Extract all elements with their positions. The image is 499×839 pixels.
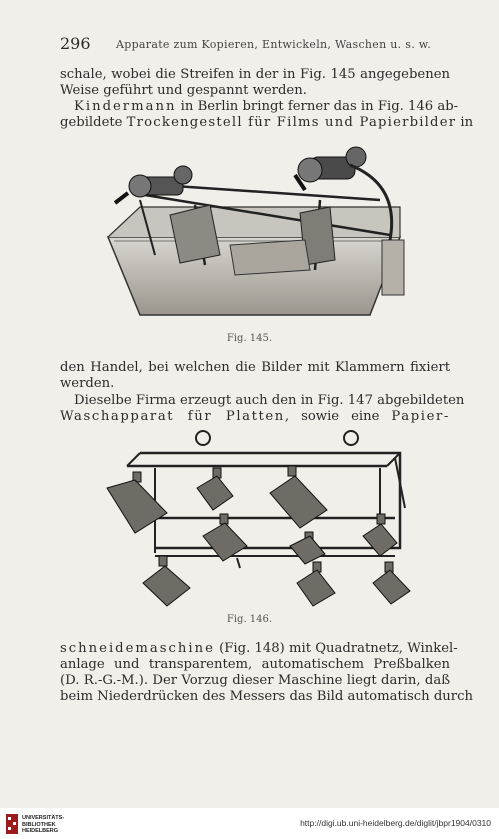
text-line-10: anlage und transparentem, automatischem Preßbalken [60, 657, 450, 672]
text-line-8 [60, 409, 450, 425]
text-line-1: schale, wobei die Streifen in der in Fig. 145 angegebenen [60, 67, 450, 82]
text-line-3 [60, 99, 459, 115]
text-line-12: beim Niederdrücken des Messers das Bild automatisch durch [60, 689, 473, 704]
term-papier: Papier- [391, 409, 450, 424]
term-trockengestell: Trockengestell für Films und Papierbilder [126, 115, 457, 130]
term-waschapparat: Waschapparat für Platten [60, 409, 285, 424]
page-header [60, 36, 440, 52]
text-line-9-rest: (Fig. 148) mit Quadratnetz, Winkel- [214, 641, 458, 656]
running-title: Apparate zum Kopieren, Entwickeln, Waschen u. s. w. [116, 38, 432, 51]
library-name [22, 815, 64, 835]
source-url-link[interactable]: http://digi.ub.uni-heidelberg.de/diglit/jbpr1904/0310 [300, 818, 491, 828]
library-name-line-3: HEIDELBERG [22, 828, 59, 834]
text-line-6: werden. [60, 376, 115, 391]
library-name-line-2: BIBLIOTHEK [22, 821, 56, 828]
library-name-line-1: UNIVERSITÄTS- [22, 815, 65, 821]
footer-bar [0, 808, 499, 839]
figure-146-washing-apparatus [95, 428, 415, 613]
figure-146-caption: Fig. 146. [226, 614, 273, 625]
text-line-4-start: gebildete [60, 115, 127, 130]
university-library-logo-icon [6, 814, 18, 834]
text-line-11: (D. R.-G.-M.). Der Vorzug dieser Maschine liegt darin, daß [60, 673, 450, 688]
name-kindermann: Kindermann [74, 99, 177, 114]
text-line-7: Dieselbe Firma erzeugt auch den in Fig. 147 abgebildeten [74, 393, 465, 408]
term-schneidemaschine: schneidemaschine [60, 641, 215, 656]
text-line-2: Weise geführt und gespannt werden. [60, 83, 307, 98]
text-line-5: den Handel, bei welchen die Bilder mit Klammern fixiert [60, 360, 450, 375]
text-line-4 [60, 115, 474, 131]
figure-145-drying-rack [100, 145, 420, 330]
text-line-4-end: in [456, 115, 474, 130]
text-line-8-mid: , sowie eine [284, 409, 392, 424]
figure-145-caption: Fig. 145. [226, 333, 273, 344]
page-number: 296 [60, 34, 91, 53]
text-line-9 [60, 641, 458, 657]
text-line-3-rest: in Berlin bringt ferner das in Fig. 146 ab- [176, 99, 459, 114]
